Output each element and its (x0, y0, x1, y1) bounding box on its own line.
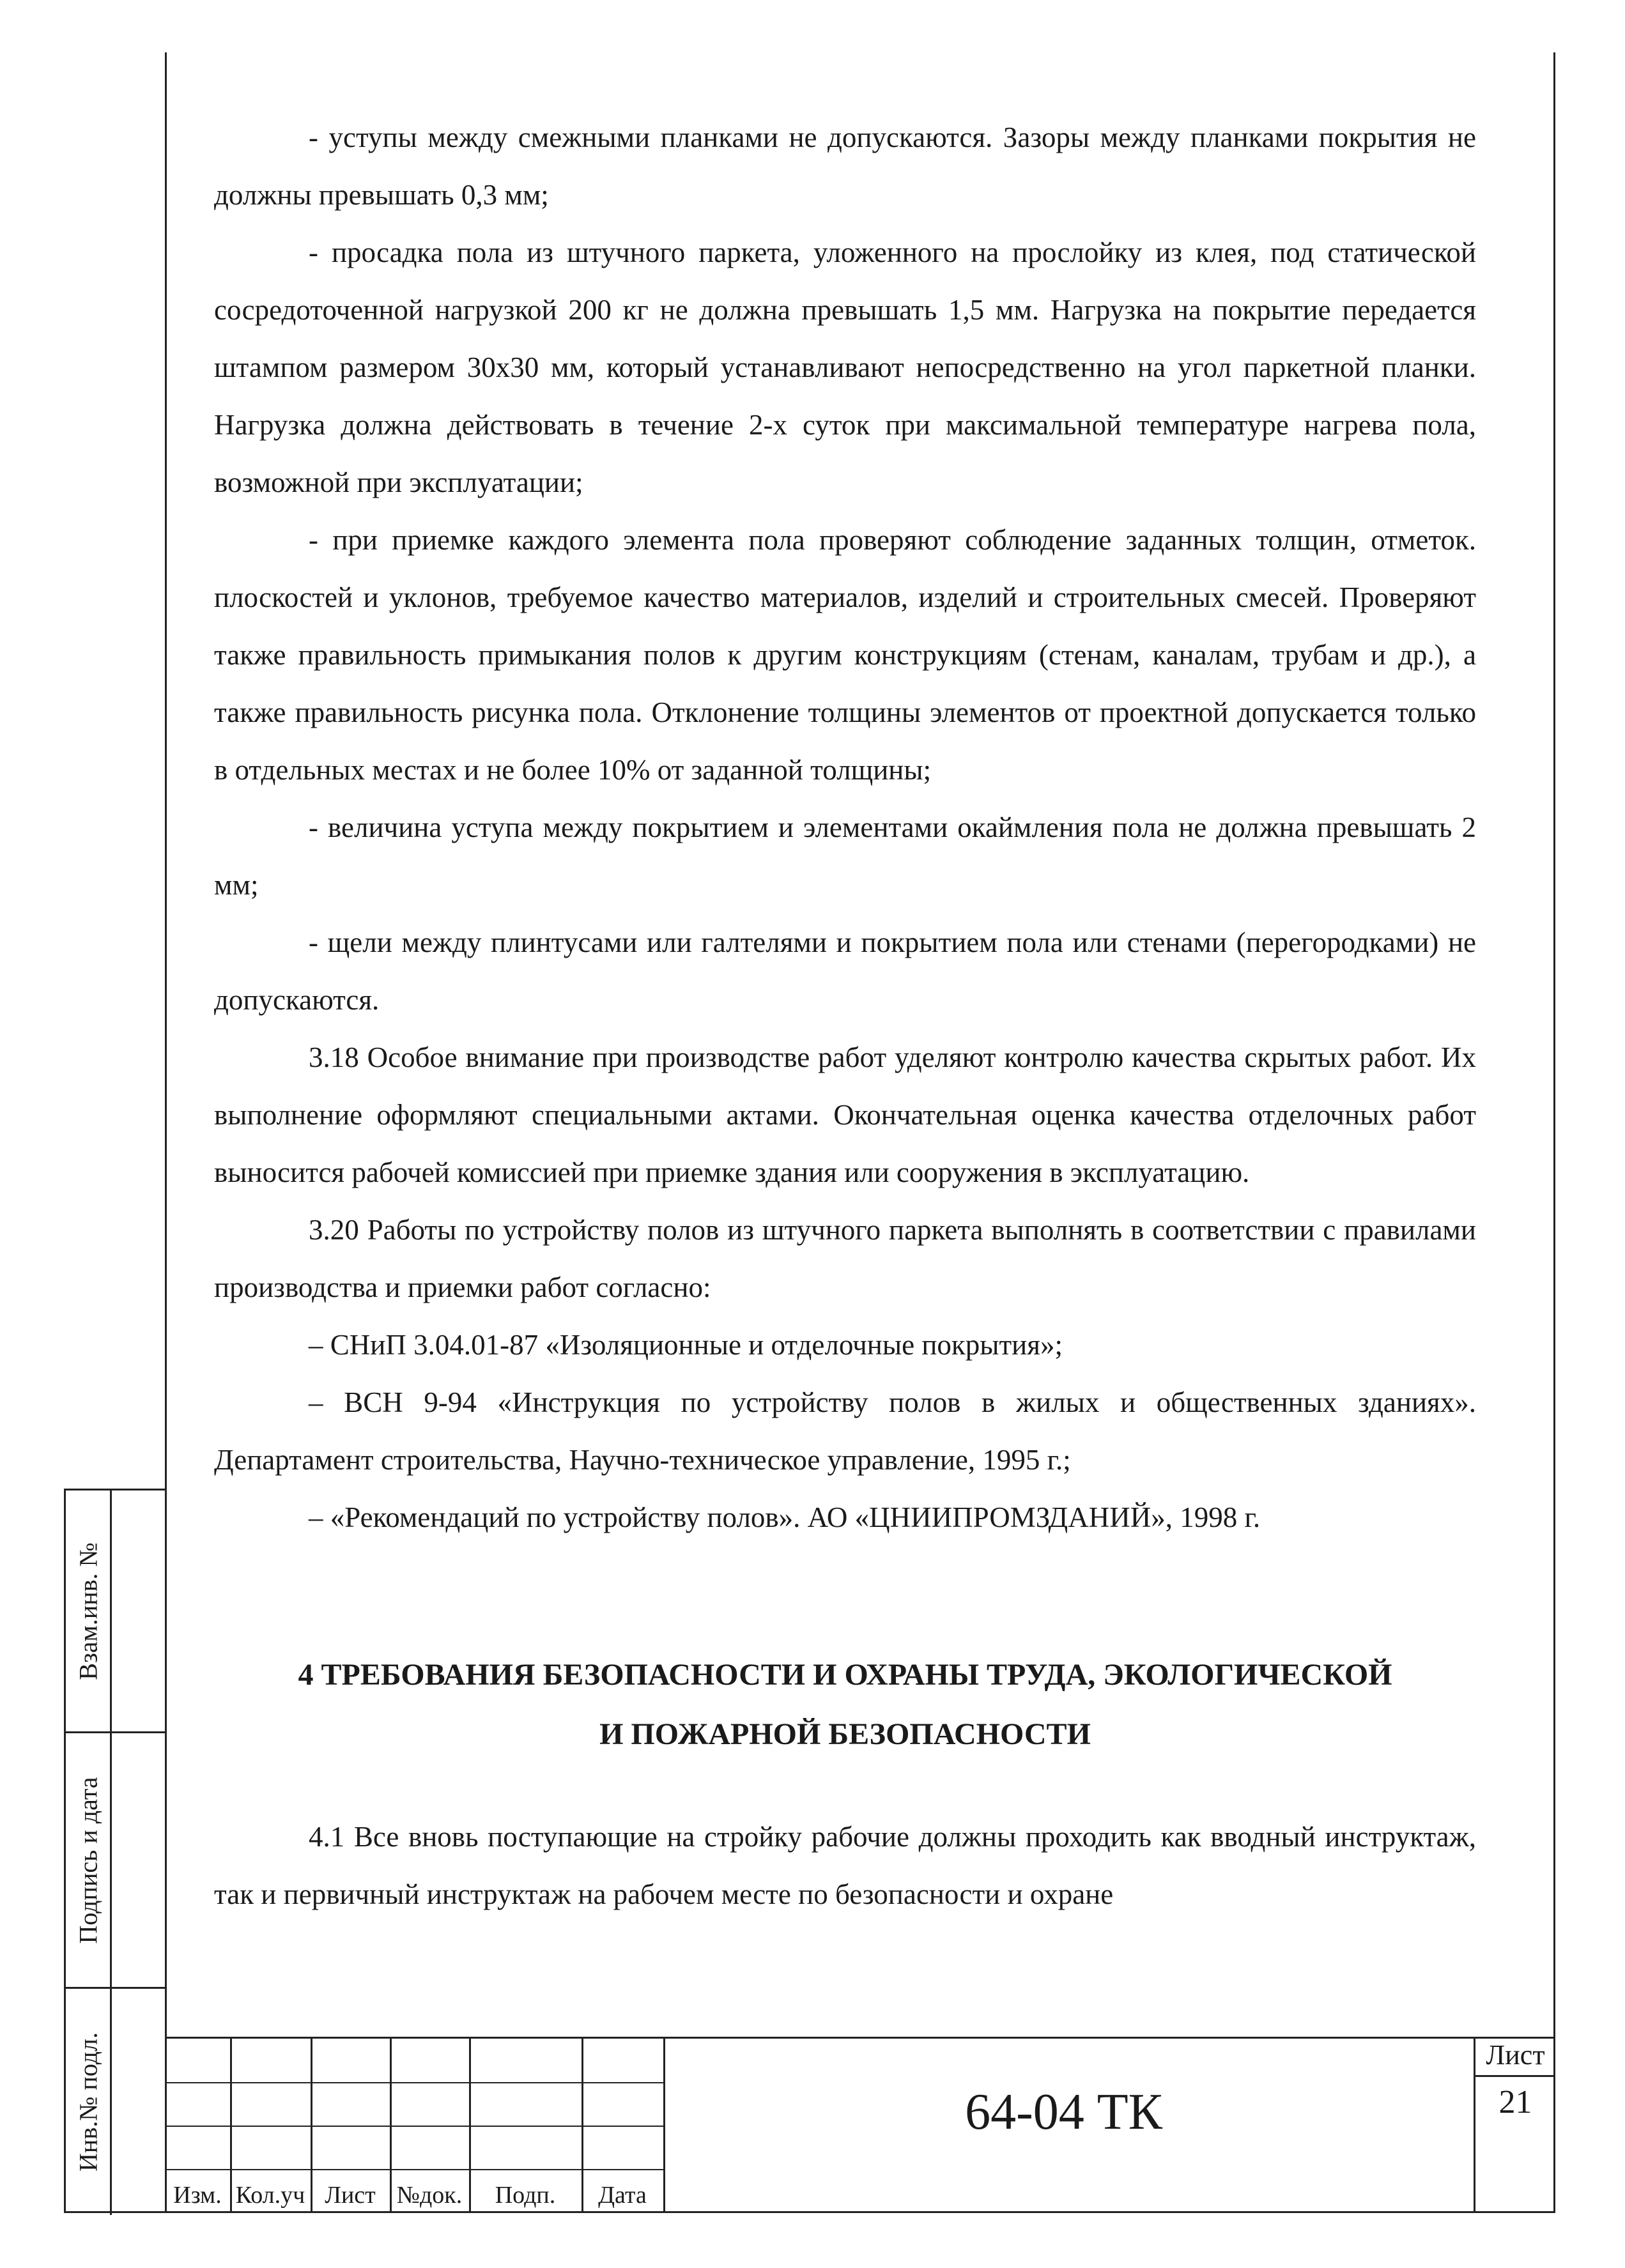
list-item: – СНиП 3.04.01-87 «Изоляционные и отделочные покрытия»; (309, 1329, 1063, 1361)
paragraph: 3.18 Особое внимание при производстве работ уделяют контролю качества скрытых работ. Их выполнение оформляют специальными актами. Окончательная оценка качества отделочных работ выносится рабочей комиссией при приемке здания или сооружения в эксплуатацию. (214, 1041, 1476, 1188)
side-stamp (64, 1489, 165, 2213)
side-label-podpis: Подпись и дата (73, 1776, 102, 1944)
paragraph: - при приемке каждого элемента пола проверяют соблюдение заданных толщин, отметок. плоскостей и уклонов, требуемое качество материалов, изделий и строительных смесей. Проверяют также правильность примыкания полов к другим конструкциям (стенам, каналам, трубам и др.), а также правильность рисунка пола. Отклонение толщины элементов от проектной допускается только в отдельных местах и не более 10% от заданной толщины; (214, 524, 1476, 786)
list-item: – «Рекомендаций по устройству полов». АО «ЦНИИПРОМЗДАНИЙ», 1998 г. (309, 1501, 1261, 1533)
col-izm: Изм. (173, 2182, 222, 2209)
col-podp: Подп. (495, 2182, 556, 2209)
paragraph: - щели между плинтусами или галтелями и покрытием пола или стенами (перегородками) не допускаются. (214, 926, 1476, 1016)
side-cell-podpis (66, 1733, 165, 1989)
paragraph: - просадка пола из штучного паркета, уложенного на прослойку из клея, под статической сосредоточенной нагрузкой 200 кг не должна превышать 1,5 мм. Нагрузка на покрытие передается штампом размером 30х30 мм, который устанавливают непосредственно на угол паркетной планки. Нагрузка должна действовать в течение 2-х суток при максимальной температуре нагрева пола, возможной при эксплуатации; (214, 236, 1476, 498)
section-heading (214, 1645, 1476, 1764)
paragraph: 4.1 Все вновь поступающие на стройку рабочие должны проходить как вводный инструктаж, так и первичный инструктаж на рабочем месте по безопасности и охране (214, 1821, 1476, 1910)
document-number: 64-04 ТК (965, 2084, 1162, 2140)
heading-line-1: 4 ТРЕБОВАНИЯ БЕЗОПАСНОСТИ И ОХРАНЫ ТРУДА, ЭКОЛОГИЧЕСКОЙ (298, 1658, 1392, 1692)
side-label-inv: Инв.№ подл. (73, 2032, 102, 2172)
paragraph: 3.20 Работы по устройству полов из штучного паркета выполнять в соответствии с правилами производства и приемки работ согласно: (214, 1214, 1476, 1303)
paragraph: - уступы между смежными планками не допускаются. Зазоры между планками покрытия не должны превышать 0,3 мм; (214, 121, 1476, 211)
title-block (165, 2037, 1555, 2213)
col-data: Дата (598, 2182, 647, 2209)
section-body (214, 1808, 1476, 1923)
sheet-number: 21 (1498, 2084, 1532, 2120)
list-item: – ВСН 9-94 «Инструкция по устройству полов в жилых и общественных зданиях». Департамент строительства, Научно-техническое управление, 1995 г.; (214, 1386, 1476, 1476)
col-kol-uch: Кол.уч (235, 2182, 305, 2209)
revision-grid (165, 2039, 663, 2213)
sheet-box (1474, 2039, 1555, 2213)
side-cell-inv (66, 1989, 165, 2215)
paragraph: - величина уступа между покрытием и элементами окаймления пола не должна превышать 2 мм; (214, 811, 1476, 901)
side-cell-vzam (66, 1490, 165, 1733)
document-number-cell (663, 2039, 1462, 2213)
side-label-vzam: Взам.инв. № (73, 1542, 102, 1680)
heading-line-2: И ПОЖАРНОЙ БЕЗОПАСНОСТИ (599, 1717, 1091, 1751)
body-text (214, 109, 1476, 1546)
sheet-label: Лист (1475, 2039, 1555, 2077)
col-ndok: №док. (396, 2182, 463, 2209)
col-list: Лист (325, 2182, 376, 2209)
